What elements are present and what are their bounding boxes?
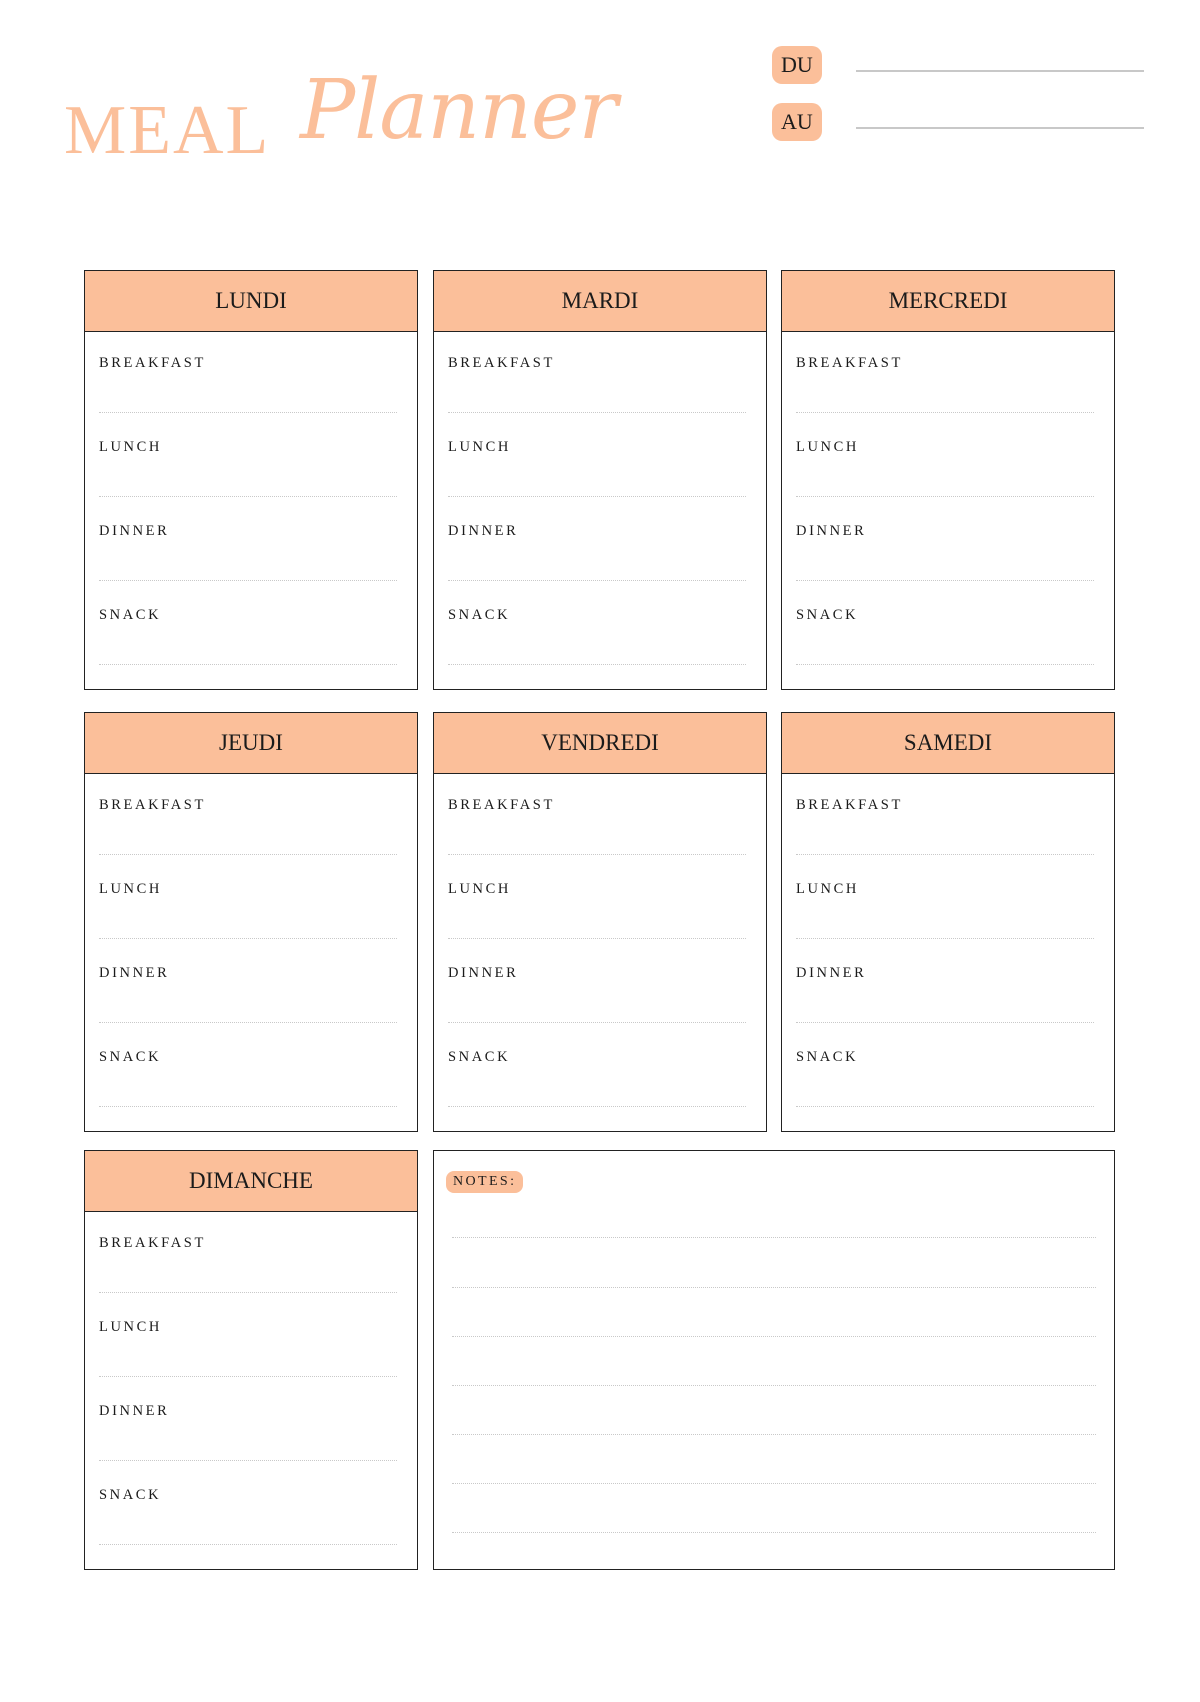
- meal-slot-breakfast[interactable]: [85, 774, 417, 858]
- meal-slot-snack[interactable]: [85, 1464, 417, 1548]
- meal-slot-breakfast[interactable]: [85, 332, 417, 416]
- date-to-field[interactable]: [856, 127, 1144, 129]
- meal-line: [796, 1106, 1094, 1107]
- meal-line: [448, 1106, 746, 1107]
- day-card-jeudi: [84, 712, 418, 1132]
- meal-line: [448, 580, 746, 581]
- date-to-row: [772, 103, 1144, 145]
- meal-label: SNACK: [99, 1487, 162, 1503]
- meal-label: SNACK: [448, 1049, 511, 1065]
- meal-label: DINNER: [448, 523, 519, 539]
- notes-line: [452, 1237, 1096, 1238]
- day-heading: MERCREDI: [782, 271, 1114, 332]
- notes-card[interactable]: [433, 1150, 1115, 1570]
- meal-label: SNACK: [796, 1049, 859, 1065]
- meal-label: BREAKFAST: [448, 355, 555, 371]
- meal-label: SNACK: [448, 607, 511, 623]
- meal-slot-dinner[interactable]: [85, 942, 417, 1026]
- meal-label: DINNER: [99, 1403, 170, 1419]
- meal-label: DINNER: [99, 965, 170, 981]
- day-card-dimanche: [84, 1150, 418, 1570]
- meal-line: [99, 580, 397, 581]
- day-card-vendredi: [433, 712, 767, 1132]
- meal-label: SNACK: [99, 1049, 162, 1065]
- day-heading: MARDI: [434, 271, 766, 332]
- meal-line: [448, 854, 746, 855]
- meal-line: [99, 664, 397, 665]
- meal-label: LUNCH: [99, 1319, 162, 1335]
- meal-line: [796, 1022, 1094, 1023]
- meal-line: [99, 1376, 397, 1377]
- meal-label: DINNER: [796, 965, 867, 981]
- date-from-row: [772, 46, 1144, 88]
- meal-slot-snack[interactable]: [782, 1026, 1114, 1110]
- meal-slot-snack[interactable]: [85, 584, 417, 668]
- meal-slot-breakfast[interactable]: [85, 1212, 417, 1296]
- notes-line: [452, 1434, 1096, 1435]
- meal-line: [796, 580, 1094, 581]
- meal-label: LUNCH: [448, 439, 511, 455]
- meal-label: BREAKFAST: [796, 797, 903, 813]
- meal-slot-snack[interactable]: [434, 1026, 766, 1110]
- meal-slot-dinner[interactable]: [85, 500, 417, 584]
- notes-line: [452, 1385, 1096, 1386]
- meal-slot-snack[interactable]: [85, 1026, 417, 1110]
- meal-slot-dinner[interactable]: [782, 500, 1114, 584]
- meal-slot-lunch[interactable]: [434, 858, 766, 942]
- meal-line: [99, 938, 397, 939]
- meal-line: [99, 854, 397, 855]
- meal-label: DINNER: [448, 965, 519, 981]
- meal-label: LUNCH: [99, 881, 162, 897]
- meal-slot-snack[interactable]: [434, 584, 766, 668]
- notes-line: [452, 1336, 1096, 1337]
- meal-slot-lunch[interactable]: [434, 416, 766, 500]
- meal-label: BREAKFAST: [99, 797, 206, 813]
- meal-line: [796, 496, 1094, 497]
- day-heading: LUNDI: [85, 271, 417, 332]
- meal-line: [99, 1292, 397, 1293]
- meal-line: [448, 1022, 746, 1023]
- date-to-label: AU: [772, 103, 822, 141]
- day-heading: VENDREDI: [434, 713, 766, 774]
- meal-slot-lunch[interactable]: [782, 416, 1114, 500]
- meal-line: [99, 496, 397, 497]
- meal-line: [796, 664, 1094, 665]
- meal-slot-dinner[interactable]: [85, 1380, 417, 1464]
- notes-line: [452, 1483, 1096, 1484]
- notes-line: [452, 1532, 1096, 1533]
- page-title-meal: MEAL: [64, 92, 271, 169]
- meal-slot-dinner[interactable]: [782, 942, 1114, 1026]
- meal-label: BREAKFAST: [99, 1235, 206, 1251]
- meal-slot-lunch[interactable]: [85, 416, 417, 500]
- meal-label: LUNCH: [796, 881, 859, 897]
- meal-slot-snack[interactable]: [782, 584, 1114, 668]
- day-heading: DIMANCHE: [85, 1151, 417, 1212]
- page-title-planner: Planner: [300, 63, 617, 158]
- meal-slot-breakfast[interactable]: [782, 332, 1114, 416]
- meal-line: [99, 412, 397, 413]
- day-card-mercredi: [781, 270, 1115, 690]
- meal-label: SNACK: [99, 607, 162, 623]
- meal-label: LUNCH: [448, 881, 511, 897]
- meal-line: [448, 412, 746, 413]
- meal-label: BREAKFAST: [796, 355, 903, 371]
- notes-label: NOTES:: [446, 1171, 523, 1193]
- meal-slot-lunch[interactable]: [85, 1296, 417, 1380]
- meal-label: LUNCH: [99, 439, 162, 455]
- day-card-samedi: [781, 712, 1115, 1132]
- meal-line: [99, 1022, 397, 1023]
- meal-label: DINNER: [796, 523, 867, 539]
- notes-line: [452, 1287, 1096, 1288]
- meal-line: [796, 938, 1094, 939]
- meal-slot-lunch[interactable]: [782, 858, 1114, 942]
- meal-line: [448, 938, 746, 939]
- meal-label: DINNER: [99, 523, 170, 539]
- meal-slot-dinner[interactable]: [434, 500, 766, 584]
- meal-slot-dinner[interactable]: [434, 942, 766, 1026]
- meal-line: [796, 412, 1094, 413]
- meal-line: [99, 1544, 397, 1545]
- meal-label: LUNCH: [796, 439, 859, 455]
- day-heading: SAMEDI: [782, 713, 1114, 774]
- meal-line: [448, 664, 746, 665]
- meal-label: BREAKFAST: [448, 797, 555, 813]
- meal-label: BREAKFAST: [99, 355, 206, 371]
- date-from-label: DU: [772, 46, 822, 84]
- date-from-field[interactable]: [856, 70, 1144, 72]
- meal-line: [448, 496, 746, 497]
- day-heading: JEUDI: [85, 713, 417, 774]
- day-card-mardi: [433, 270, 767, 690]
- meal-slot-breakfast[interactable]: [434, 332, 766, 416]
- meal-slot-lunch[interactable]: [85, 858, 417, 942]
- meal-label: SNACK: [796, 607, 859, 623]
- meal-line: [99, 1106, 397, 1107]
- day-card-lundi: [84, 270, 418, 690]
- meal-slot-breakfast[interactable]: [434, 774, 766, 858]
- meal-line: [99, 1460, 397, 1461]
- meal-slot-breakfast[interactable]: [782, 774, 1114, 858]
- meal-line: [796, 854, 1094, 855]
